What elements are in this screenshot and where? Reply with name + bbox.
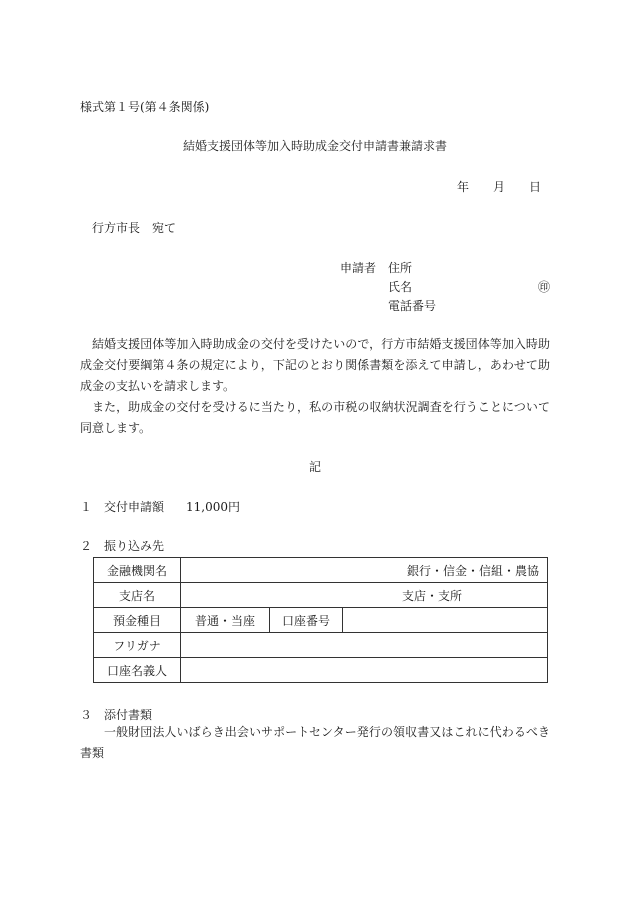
ki-heading: 記 [308,460,321,474]
date-month: 月 [493,180,506,194]
section3-number: ３ [80,708,93,722]
account-type-value[interactable]: 普通・当座 [181,608,270,633]
section1-amount: 11,000円 [186,500,240,514]
institution-label: 金融機関名 [94,558,181,583]
body-paragraph-2: また，助成金の交付を受けるに当たり，私の市税の収納状況調査を行うことについて同意します。 [80,400,550,435]
addressee: 行方市長 宛て [92,221,177,235]
table-row [94,658,548,683]
branch-field[interactable] [181,583,548,608]
section3-label: 添付書類 [104,708,153,722]
account-number-field[interactable] [343,608,548,633]
body-text [80,334,550,439]
date-day: 日 [529,180,542,194]
section2-label: 振り込み先 [104,539,165,553]
applicant-phone-label: 電話番号 [388,299,437,313]
applicant-label: 申請者 [340,261,377,275]
document-title: 結婚支援団体等加入時助成金交付申請書兼請求書 [182,139,447,153]
table-row [94,583,548,608]
seal-mark: ㊞ [538,280,551,294]
table-row [94,633,548,658]
section1-number: １ [80,500,93,514]
form-number: 様式第１号(第４条関係) [80,100,210,114]
account-type-label: 預金種目 [94,608,181,633]
applicant-name-label: 氏名 [388,280,413,294]
bank-info-table [93,557,548,683]
section1-label: 交付申請額 [104,500,165,514]
institution-field[interactable] [181,558,548,583]
section2-number: ２ [80,539,93,553]
applicant-address-label: 住所 [388,261,413,275]
table-row [94,608,548,633]
table-row [94,558,548,583]
institution-suffix: 銀行・信金・信組・農協 [406,563,539,578]
branch-label: 支店名 [94,583,181,608]
branch-suffix: 支店・支所 [401,588,462,603]
holder-label: 口座名義人 [94,658,181,683]
section3-text: 一般財団法人いばらき出会いサポートセンター発行の領収書又はこれに代わるべき書類 [80,725,550,760]
account-number-label: 口座番号 [270,608,343,633]
holder-field[interactable] [181,658,548,683]
body-paragraph-1: 結婚支援団体等加入時助成金の交付を受けたいので，行方市結婚支援団体等加入時助成金交付要綱第４条の規定により，下記のとおり関係書類を添えて申請し，あわせて助成金の支払いを請求します。 [80,337,550,393]
date-year: 年 [457,180,470,194]
furigana-field[interactable] [181,633,548,658]
furigana-label: フリガナ [94,633,181,658]
